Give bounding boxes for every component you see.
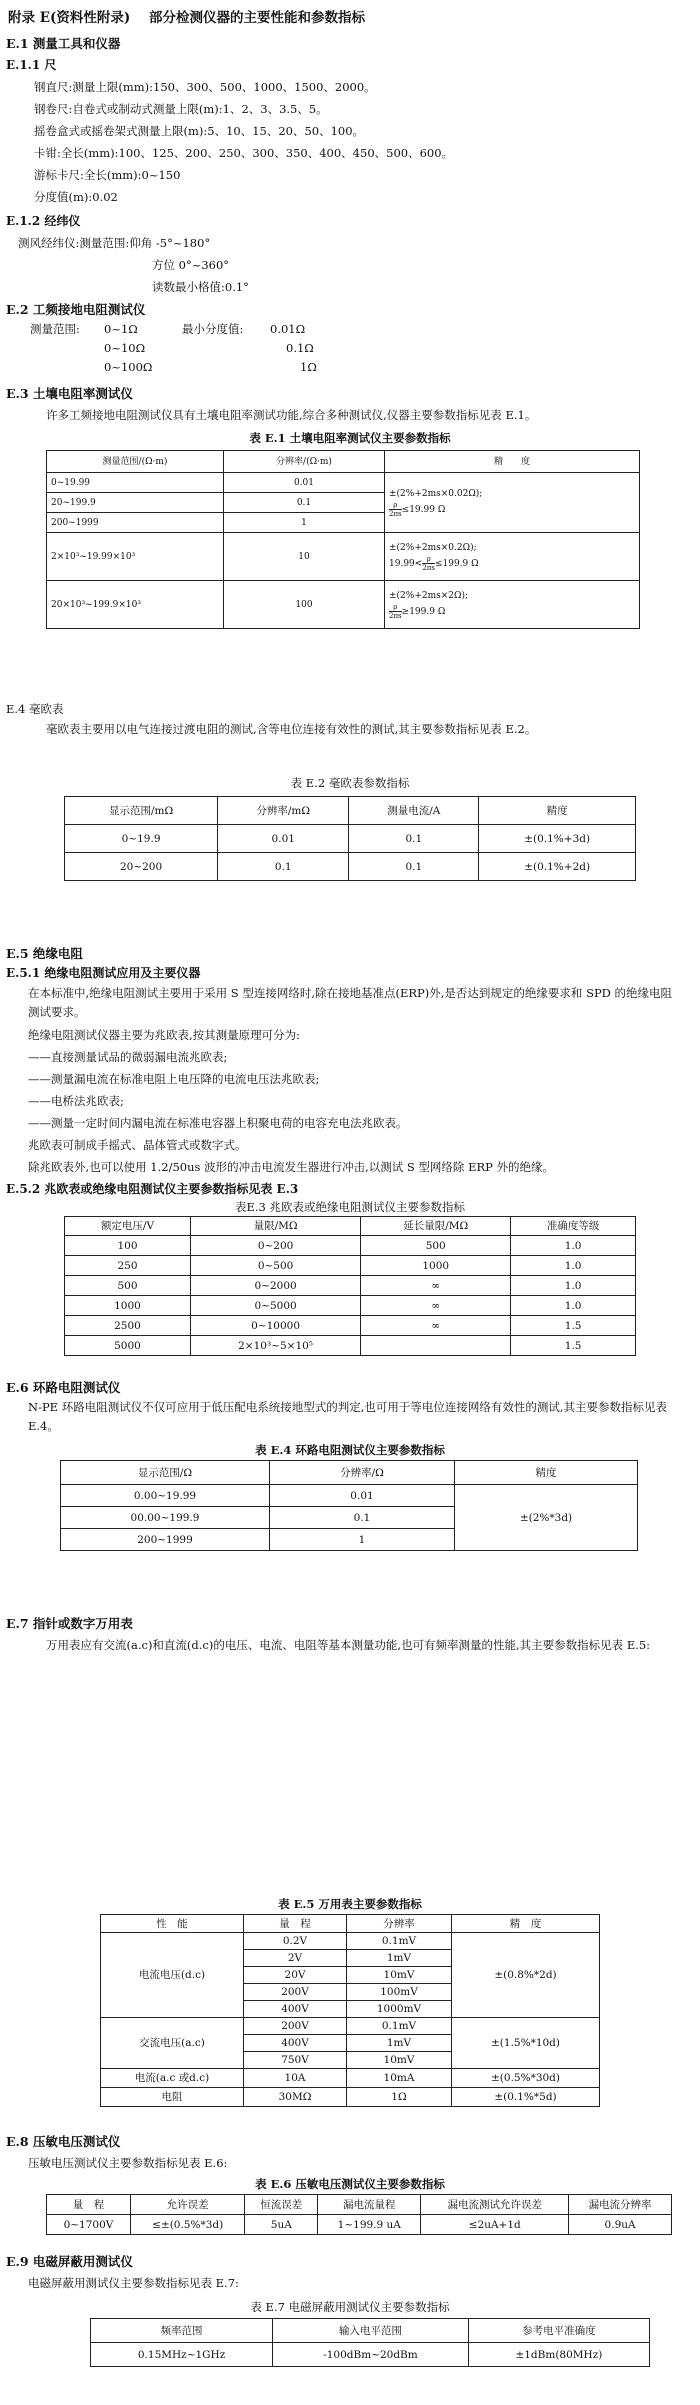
- e8-paragraph: 压敏电压测试仪主要参数指标见表 E.6:: [28, 2156, 228, 2170]
- table-header: 分辨率/Ω: [270, 1461, 455, 1485]
- grounding-range-row: 测量范围: 0~1Ω 最小分度值: 0.01Ω: [30, 322, 306, 336]
- table-header: 恒流误差: [245, 2195, 318, 2215]
- heading-e1: E.1 测量工具和仪器: [6, 36, 121, 51]
- heading-e3: E.3 土壤电阻率测试仪: [6, 386, 133, 401]
- table-header: 测量电流/A: [349, 797, 479, 825]
- e5-paragraph: 绝缘电阻测试仪器主要为兆欧表,按其测量原理可分为:: [28, 1028, 301, 1042]
- table-row: 电流电压(d.c) 0.2V 0.1mV ±(0.8%*2d): [101, 1933, 600, 1950]
- table-row: 20~200 0.1 0.1 ±(0.1%+2d): [65, 853, 636, 881]
- table-header: 性 能: [101, 1915, 244, 1933]
- table-header: 延长量限/MΩ: [361, 1217, 511, 1236]
- table-row: 20~199.9 0.1: [47, 493, 640, 513]
- table-header: 漏电流分辨率: [569, 2195, 672, 2215]
- table-e2-caption: 表 E.2 毫欧表参数指标: [290, 776, 410, 790]
- table-e3: [64, 1216, 636, 1356]
- table-header: 准确度等级: [511, 1217, 636, 1236]
- heading-e51: E.5.1 绝缘电阻测试应用及主要仪器: [6, 966, 201, 980]
- ruler-line: 摇卷盒式或摇卷架式测量上限(m):5、10、15、20、50、100。: [34, 124, 365, 138]
- e6-paragraph: N-PE 环路电阻测试仪不仅可应用于低压配电系统接地型式的判定,也可用于等电位连接网络有效性的测试,其主要参数指标见表 E.4。: [28, 1400, 668, 1433]
- table-row: 0~19.9 0.01 0.1 ±(0.1%+3d): [65, 825, 636, 853]
- heading-e6: E.6 环路电阻测试仪: [6, 1380, 121, 1395]
- table-header: 显示范围/mΩ: [65, 797, 218, 825]
- table-row: 100 0~200 500 1.0: [65, 1236, 636, 1256]
- heading-e2: E.2 工频接地电阻测试仪: [6, 302, 146, 317]
- table-row: 500 0~2000 ∞ 1.0: [65, 1276, 636, 1296]
- table-row: 电阻 30MΩ 1Ω ±(0.1%*5d): [101, 2088, 600, 2107]
- table-row: 0.00~19.99 0.01 ±(2%*3d): [61, 1485, 638, 1507]
- table-row: 20×10³~199.9×10³ 100 ±(2%+2ms×2Ω); $\frac{\rho}{2\pi s}$ ≥199.9 Ω: [47, 581, 640, 629]
- table-row: 00.00~199.9 0.1: [61, 1507, 638, 1529]
- table-header: 量 程: [244, 1915, 347, 1933]
- theodolite-line: 读数最小格值:0.1°: [152, 280, 249, 294]
- page-title: 部分检测仪器的主要性能和参数指标: [148, 10, 365, 26]
- e9-paragraph: 电磁屏蔽用测试仪主要参数指标见表 E.7:: [28, 2276, 239, 2290]
- accuracy-cell: ±(2%+2ms×0.2Ω); 19.99< $\frac{\rho}{2\pi s}$ ≤199.9 Ω: [385, 533, 640, 581]
- table-header: 精度: [479, 797, 636, 825]
- table-e5-caption: 表 E.5 万用表主要参数指标: [278, 1897, 422, 1911]
- theodolite-line: 方位 0°~360°: [152, 258, 230, 272]
- table-row: 1000 0~5000 ∞ 1.0: [65, 1296, 636, 1316]
- e3-paragraph: 许多工频接地电阻测试仪具有土壤电阻率测试功能,综合多种测试仪,仪器主要参数指标见表 E.1。: [46, 408, 537, 422]
- grounding-range-row: 0~100Ω 1Ω: [104, 360, 317, 374]
- table-row: 2V 1mV: [101, 1950, 600, 1967]
- table-header: 额定电压/V: [65, 1217, 191, 1236]
- table-header: 精 度: [452, 1915, 600, 1933]
- table-header: 参考电平准确度: [468, 2319, 649, 2343]
- heading-e4: E.4 毫欧表: [6, 702, 64, 716]
- heading-e12: E.1.2 经纬仪: [6, 214, 81, 228]
- heading-e7: E.7 指针或数字万用表: [6, 1616, 133, 1631]
- annex-label: 附录 E(资料性附录): [8, 10, 131, 26]
- heading-e11: E.1.1 尺: [6, 58, 57, 72]
- table-row: 交流电压(a.c) 200V 0.1mV ±(1.5%*10d): [101, 2018, 600, 2035]
- ruler-line: 钢卷尺:自卷式或制动式测量上限(m):1、2、3、3.5、5。: [34, 102, 328, 116]
- table-e3-caption: 表E.3 兆欧表或绝缘电阻测试仪主要参数指标: [234, 1200, 466, 1214]
- list-item: ——直接测量试品的微弱漏电流兆欧表;: [28, 1050, 228, 1064]
- e5-paragraph: 兆欧表可制成手摇式、晶体管式或数字式。: [28, 1138, 247, 1152]
- theodolite-line: 测风经纬仪:测量范围:仰角 -5°~180°: [18, 236, 211, 250]
- table-header: 量限/MΩ: [191, 1217, 361, 1236]
- e5-paragraph: 除兆欧表外,也可以使用 1.2/50us 波形的冲击电流发生器进行冲击,以测试 S 型网络除 ERP 外的绝缘。: [28, 1160, 555, 1174]
- table-row: 750V 10mV: [101, 2052, 600, 2069]
- table-header: 漏电流量程: [318, 2195, 421, 2215]
- table-row: 400V 1000mV: [101, 2001, 600, 2018]
- table-row: 0~1700V ≤±(0.5%*3d) 5uA 1~199.9 uA ≤2uA+1d 0.9uA: [47, 2215, 672, 2235]
- table-header: 允许误差: [130, 2195, 244, 2215]
- list-item: ——电桥法兆欧表;: [28, 1094, 124, 1108]
- annex-header: [8, 6, 700, 26]
- table-e1-caption: 表 E.1 土壤电阻率测试仪主要参数指标: [249, 431, 451, 445]
- ruler-line: 卡钳:全长(mm):100、125、200、250、300、350、400、450、500、600。: [34, 146, 454, 160]
- list-item: ——测量一定时间内漏电流在标准电容器上积聚电荷的电容充电法兆欧表。: [28, 1116, 408, 1130]
- table-row: 200V 100mV: [101, 1984, 600, 2001]
- accuracy-cell: ±(2%*3d): [455, 1485, 638, 1551]
- grounding-range-row: 0~10Ω 0.1Ω: [104, 341, 314, 355]
- table-e7-caption: 表 E.7 电磁屏蔽用测试仪主要参数指标: [250, 2300, 450, 2314]
- table-e6-caption: 表 E.6 压敏电压测试仪主要参数指标: [255, 2177, 445, 2191]
- table-header: 分辨率/mΩ: [218, 797, 349, 825]
- table-e2: [64, 796, 636, 881]
- ruler-line: 分度值(m):0.02: [34, 190, 118, 204]
- table-row: 20V 10mV: [101, 1967, 600, 1984]
- table-header: 精度: [455, 1461, 638, 1485]
- table-row: 0.15MHz~1GHz -100dBm~20dBm ±1dBm(80MHz): [91, 2343, 650, 2367]
- table-header: 显示范围/Ω: [61, 1461, 270, 1485]
- table-header: 精 度: [385, 451, 640, 473]
- table-row: 200~1999 1: [61, 1529, 638, 1551]
- table-header: 频率范围: [91, 2319, 273, 2343]
- heading-e8: E.8 压敏电压测试仪: [6, 2134, 121, 2149]
- table-e1: [46, 450, 640, 629]
- table-row: 400V 1mV: [101, 2035, 600, 2052]
- heading-e9: E.9 电磁屏蔽用测试仪: [6, 2254, 133, 2269]
- table-e5: [100, 1914, 600, 2107]
- table-row: 2500 0~10000 ∞ 1.5: [65, 1316, 636, 1336]
- heading-e52: E.5.2 兆欧表或绝缘电阻测试仪主要参数指标见表 E.3: [6, 1182, 299, 1196]
- table-e6: [46, 2194, 672, 2235]
- table-row: 电流(a.c 或d.c) 10A 10mA ±(0.5%*30d): [101, 2069, 600, 2088]
- table-row: 5000 2×10³~5×10⁵ 1.5: [65, 1336, 636, 1356]
- ruler-line: 游标卡尺:全长(mm):0~150: [34, 168, 181, 182]
- table-header: 分辨率/(Ω·m): [224, 451, 385, 473]
- heading-e5: E.5 绝缘电阻: [6, 946, 83, 961]
- e5-paragraph: 在本标准中,绝缘电阻测试主要用于采用 S 型连接网络时,除在接地基准点(ERP)外,是否达到规定的绝缘要求和 SPD 的绝缘电阻测试要求。: [28, 986, 673, 1019]
- ruler-line: 钢直尺:测量上限(mm):150、300、500、1000、1500、2000。: [34, 80, 376, 94]
- e7-paragraph: 万用表应有交流(a.c)和直流(d.c)的电压、电流、电阻等基本测量功能,也可有频率测量的性能,其主要参数指标见表 E.5:: [46, 1638, 651, 1652]
- table-e7: [90, 2318, 650, 2367]
- table-row: 200~1999 1: [47, 513, 640, 533]
- table-row: 0~19.99 0.01 ±(2%+2ms×0.02Ω); $\frac{\rho}{2\pi s}$ ≤19.99 Ω: [47, 473, 640, 493]
- table-row: 250 0~500 1000 1.0: [65, 1256, 636, 1276]
- table-header: 输入电平范围: [273, 2319, 469, 2343]
- table-header: 量 程: [47, 2195, 131, 2215]
- list-item: ——测量漏电流在标准电阻上电压降的电流电压法兆欧表;: [28, 1072, 320, 1086]
- accuracy-cell: ±(2%+2ms×0.02Ω); $\frac{\rho}{2\pi s}$ ≤19.99 Ω: [385, 473, 640, 533]
- table-header: 分辨率: [347, 1915, 452, 1933]
- table-header: 测量范围/(Ω·m): [47, 451, 224, 473]
- table-header: 漏电流测试允许误差: [421, 2195, 569, 2215]
- table-e4-caption: 表 E.4 环路电阻测试仪主要参数指标: [255, 1443, 445, 1457]
- table-row: 2×10³~19.99×10³ 10 ±(2%+2ms×0.2Ω); 19.99< $\frac{\rho}{2\pi s}$ ≤199.9 Ω: [47, 533, 640, 581]
- e4-paragraph: 毫欧表主要用以电气连接过渡电阻的测试,含等电位连接有效性的测试,其主要参数指标见表 E.2。: [46, 722, 537, 736]
- accuracy-cell: ±(2%+2ms×2Ω); $\frac{\rho}{2\pi s}$ ≥199.9 Ω: [385, 581, 640, 629]
- table-e4: [60, 1460, 638, 1551]
